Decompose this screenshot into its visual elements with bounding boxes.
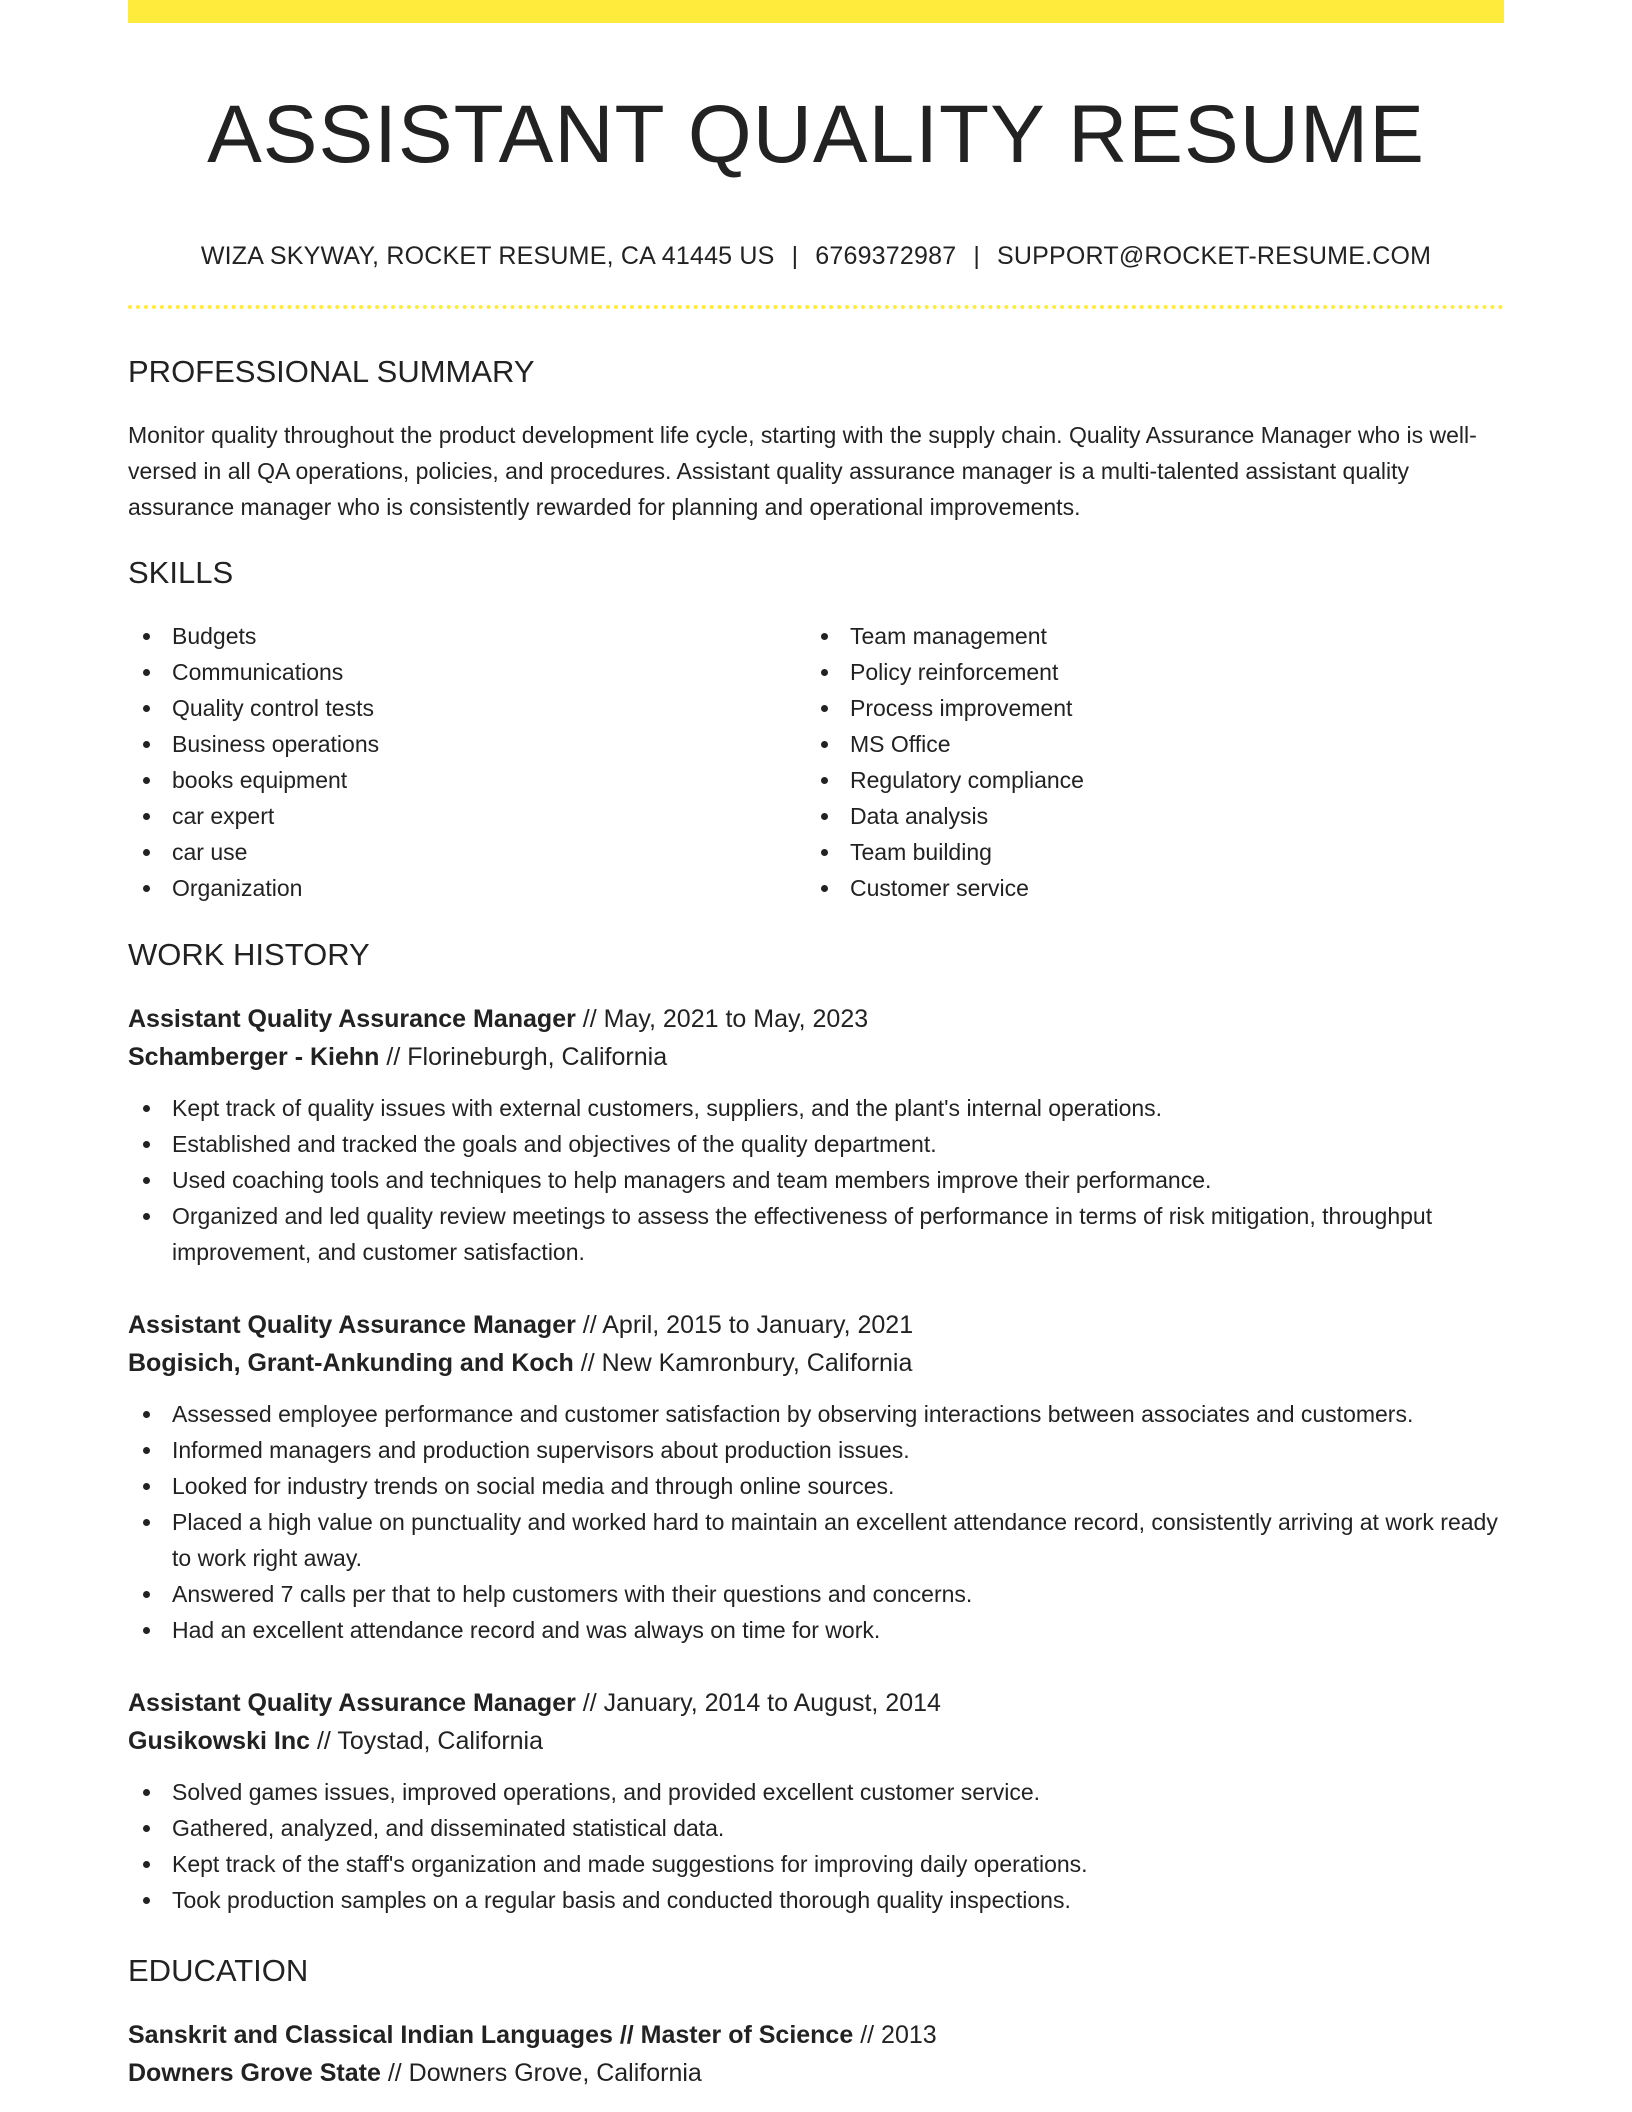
job-bullet: Organized and led quality review meetings to assess the effectiveness of performance in terms of risk mitigation, throughput improvement, and customer satisfaction. [128, 1198, 1504, 1270]
skill-item: Process improvement [806, 690, 1484, 726]
education-school: Downers Grove State [128, 2059, 381, 2087]
job-location: // Toystad, California [316, 1727, 544, 1755]
job-location: // New Kamronbury, California [580, 1349, 913, 1377]
job-location: // Florineburgh, California [386, 1043, 668, 1071]
job-bullet: Looked for industry trends on social media and through online sources. [128, 1468, 1504, 1504]
job-company: Gusikowski Inc [128, 1727, 311, 1755]
job-bullet: Placed a high value on punctuality and worked hard to maintain an excellent attendance record, consistently arriving at work ready to work right away. [128, 1504, 1504, 1576]
contact-phone: 6769372987 [815, 242, 957, 270]
job-bullets [128, 1774, 1504, 1918]
skill-item: car use [128, 834, 806, 870]
skills-list-right [806, 618, 1484, 906]
skill-item: Communications [128, 654, 806, 690]
summary-heading: PROFESSIONAL SUMMARY [128, 354, 535, 389]
education-degree: Sanskrit and Classical Indian Languages // Master of Science [128, 2021, 854, 2049]
skill-item: Budgets [128, 618, 806, 654]
dotted-divider [128, 305, 1504, 309]
job-company-line [128, 1038, 1504, 1076]
work-history-heading: WORK HISTORY [128, 937, 370, 972]
job-title: Assistant Quality Assurance Manager [128, 1005, 576, 1033]
job-bullet: Kept track of quality issues with external customers, suppliers, and the plant's internal operations. [128, 1090, 1504, 1126]
job-bullet: Assessed employee performance and customer satisfaction by observing interactions between associates and customers. [128, 1396, 1504, 1432]
job-bullet: Took production samples on a regular basis and conducted thorough quality inspections. [128, 1882, 1504, 1918]
job-title-line [128, 1684, 1504, 1722]
job-dates: // May, 2021 to May, 2023 [582, 1005, 869, 1033]
job-title-line [128, 1306, 1504, 1344]
skills-list-left [128, 618, 806, 906]
contact-address: WIZA SKYWAY, ROCKET RESUME, CA 41445 US [200, 242, 775, 270]
job-title: Assistant Quality Assurance Manager [128, 1311, 576, 1339]
job-bullets [128, 1090, 1504, 1270]
education-degree-line [128, 2016, 1504, 2054]
job-company: Bogisich, Grant-Ankunding and Koch [128, 1349, 574, 1377]
job-bullet: Established and tracked the goals and objectives of the quality department. [128, 1126, 1504, 1162]
contact-line [128, 241, 1504, 271]
job-bullet: Answered 7 calls per that to help customers with their questions and concerns. [128, 1576, 1504, 1612]
contact-email: SUPPORT@ROCKET-RESUME.COM [997, 242, 1432, 270]
education-school-line [128, 2054, 1504, 2092]
job-title-line [128, 1000, 1504, 1038]
skill-item: MS Office [806, 726, 1484, 762]
job-bullet: Used coaching tools and techniques to help managers and team members improve their performance. [128, 1162, 1504, 1198]
job-company: Schamberger - Kiehn [128, 1043, 380, 1071]
skill-item: Policy reinforcement [806, 654, 1484, 690]
job-bullet: Kept track of the staff's organization and made suggestions for improving daily operations. [128, 1846, 1504, 1882]
education-heading: EDUCATION [128, 1953, 309, 1988]
skill-item: car expert [128, 798, 806, 834]
job-entry [128, 1684, 1504, 1918]
job-bullet: Informed managers and production supervisors about production issues. [128, 1432, 1504, 1468]
job-bullet: Had an excellent attendance record and was always on time for work. [128, 1612, 1504, 1648]
skill-item: books equipment [128, 762, 806, 798]
job-bullets [128, 1396, 1504, 1648]
contact-separator: | [791, 242, 799, 270]
summary-text: Monitor quality throughout the product development life cycle, starting with the supply chain. Quality Assurance Manager who is well-versed in all QA operations, policies, and procedures. Assistant quality assurance manager is a multi-talented assistant quality assurance manager who is consistently rewarded for planning and operational improvements. [128, 422, 1477, 520]
job-dates: // January, 2014 to August, 2014 [582, 1689, 941, 1717]
resume-page [128, 0, 1504, 2092]
education-year: // 2013 [860, 2021, 937, 2049]
skill-item: Customer service [806, 870, 1484, 906]
education-location: // Downers Grove, California [387, 2059, 702, 2087]
education-entry [128, 2016, 1504, 2092]
skills-heading: SKILLS [128, 555, 234, 590]
skill-item: Regulatory compliance [806, 762, 1484, 798]
job-dates: // April, 2015 to January, 2021 [582, 1311, 914, 1339]
skill-item: Quality control tests [128, 690, 806, 726]
job-company-line [128, 1722, 1504, 1760]
skill-item: Business operations [128, 726, 806, 762]
job-bullet: Gathered, analyzed, and disseminated statistical data. [128, 1810, 1504, 1846]
contact-separator: | [973, 242, 981, 270]
skill-item: Organization [128, 870, 806, 906]
top-accent-bar [128, 0, 1504, 23]
skill-item: Data analysis [806, 798, 1484, 834]
job-bullet: Solved games issues, improved operations, and provided excellent customer service. [128, 1774, 1504, 1810]
skill-item: Team management [806, 618, 1484, 654]
skills-columns [128, 618, 1504, 906]
job-entry [128, 1306, 1504, 1648]
skill-item: Team building [806, 834, 1484, 870]
job-title: Assistant Quality Assurance Manager [128, 1689, 576, 1717]
job-entry [128, 1000, 1504, 1270]
job-company-line [128, 1344, 1504, 1382]
resume-title: ASSISTANT QUALITY RESUME [207, 89, 1425, 180]
